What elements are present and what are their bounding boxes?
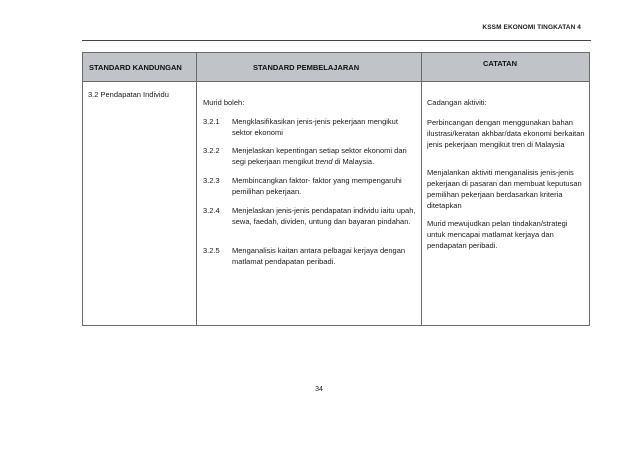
column-divider [421,53,422,325]
page-header-title: KSSM EKONOMI TINGKATAN 4 [482,24,581,31]
table-header-row [83,53,589,82]
item-number: 3.2.1 [203,117,220,126]
column-divider [196,53,197,325]
item-text: Menjelaskan jenis-jenis pendapatan individu iaitu upah, sewa, faedah, dividen, untung dan bayaran pindahan. [232,206,416,226]
item-text: Membincangkan faktor- faktor yang mempengaruhi pemilihan pekerjaan. [232,176,402,196]
activity-note: Menjalankan aktiviti menganalisis jenis-jenis pekerjaan di pasaran dan membuat keputusan pemilihan pekerjaan berdasarkan kriteria ditetapkan [427,168,582,210]
column-header-standard-kandungan: STANDARD KANDUNGAN [89,63,182,72]
item-number: 3.2.4 [203,206,220,215]
header-divider [82,40,591,41]
item-text: Menganalisis kaitan antara pelbagai kerjaya dengan matlamat pendapatan peribadi. [232,246,406,266]
standard-kandungan-text: 3.2 Pendapatan Individu [88,90,169,99]
column-header-catatan: CATATAN [483,59,518,68]
item-number: 3.2.2 [203,146,220,155]
page-number: 34 [315,386,323,393]
item-text: Mengklasifikasikan jenis-jenis pekerjaan mengikut sektor ekonomi [232,117,398,137]
item-number: 3.2.3 [203,176,220,185]
activity-note: Perbincangan dengan menggunakan bahan ilustrasi/keratan akhbar/data ekonomi berkaitan jenis pekerjaan mengikut tren di Malaysia [427,118,585,149]
pembelajaran-intro: Murid boleh: [203,98,245,107]
item-text: Menjelaskan kepentingan setiap sektor ekonomi dari segi pekerjaan mengikut trend di Malaysia. [232,146,407,166]
item-number: 3.2.5 [203,246,220,255]
catatan-intro: Cadangan aktiviti: [427,98,487,107]
activity-note: Murid mewujudkan pelan tindakan/strategi untuk mencapai matlamat kerjaya dan pendapatan peribadi. [427,219,568,250]
column-header-standard-pembelajaran: STANDARD PEMBELAJARAN [253,63,360,72]
curriculum-table [82,52,590,326]
